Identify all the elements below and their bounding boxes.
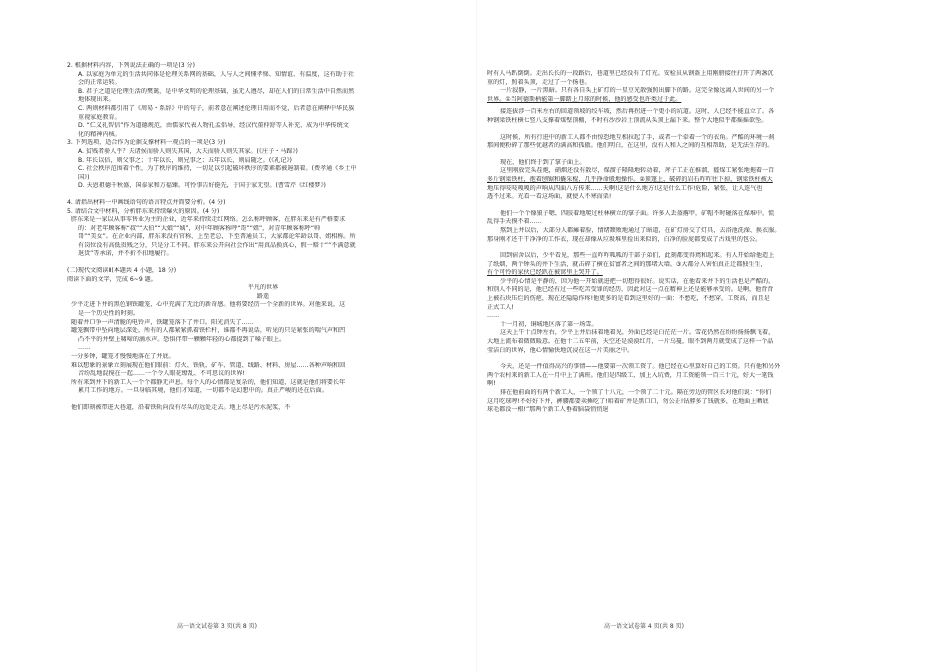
left-text-line xyxy=(58,396,468,404)
right-text-line xyxy=(487,244,897,252)
right-text-line: 那间便粉碎了那些优越者的满高和孤傲。他们明白，在这里，没有人和人之间的互相帮助，是无法生存的。 xyxy=(487,142,774,150)
left-text-line: 2. 根据材料内容，下列说法正确的一项是(3 分) xyxy=(67,62,196,69)
right-text-line: 这天上午十点钟左右，少平上井后抹着地着见，外面已经是白茫茫一片。雪花仍然在纷纷扬扬飘飞着， xyxy=(500,329,775,337)
left-text-line: A. 贫贱者骄人乎？夫诸侯而骄人则失其国，大夫而骄人则失其家。(《庄子・马蹄》) xyxy=(78,147,298,155)
right-text-line: 种钢梁铁柱横七竖八支撑着煤壁顶棚，不时有沙沙岩土顶流从头顶上漏下来。整个大地似乎都摇摇欲坠。 xyxy=(487,116,768,124)
left-text-line: A. 以家庭为单元的生活共同体是伦理关系网的基础，人与人之间懂孝悌、知情谊、有温度，这有助于社 xyxy=(78,70,355,78)
left-text-line xyxy=(58,191,468,199)
right-text-line: 今天，还是一件值得高兴的事情——他要第一次领工资了。他已经在心里算好自己的工资。只有他和另外 xyxy=(500,363,781,371)
right-text-line: 多斤钢梁铁柱，抱着刨锯和撬采棍，几乎挣命般地操作。②顶篷上，破碎的岩石咋咋往下掉，钢梁铁柱被大 xyxy=(487,175,773,183)
right-text-line: 回到宿舍以后，少平看见，那些一直咋咋呱呱的干部子弟们，此刻都变得蔫和起来。有人开始给他造上 xyxy=(500,252,775,260)
left-text-line: 会的正常运转。 xyxy=(78,79,121,87)
right-text-line: 有个可怜的家伙已经趴在被窝里上哭开了。 xyxy=(487,269,603,277)
left-text-line xyxy=(58,259,468,267)
left-text-line: 化的精神内核。 xyxy=(78,130,121,138)
page-fold xyxy=(476,0,477,672)
left-text-line: 累月工作的地方。一旦身临其境，他们才知道，一切都不是幻想中的。真正严峻的还在后面。 xyxy=(78,387,328,395)
left-text-line: 的：对老年顾客称“叔”“大伯”“大娘”“姨”，对中年顾客称呼“哥”“姐”，对青年顾客称呼“帅 xyxy=(78,224,321,232)
left-text-line: C. 两则材料都引用了《周易・系辞》中的句子，前者意在阐述伦理日用而不觉，后者意在阐释中华民族 xyxy=(78,104,355,112)
left-text-line: 退货”等承诺，并不折不扣地履行。 xyxy=(78,250,173,258)
right-text-line: 了纸烟，两个钟头的井下生活，就击碎了横在贫富者之间的那堵大墙。③大都分人害怕真正迁都独生生， xyxy=(487,260,767,268)
left-text-line: 是一个历史性的时刻。 xyxy=(78,310,139,318)
right-text-line: 球毛都没一根!”那两个新工人垂着脑袋悄悄退 xyxy=(487,406,609,414)
right-text-line xyxy=(487,355,897,363)
left-text-line: C. 社会秩序范围着个性，为了秩序的维持，一切足以引起破坏秩序的要素都被遏制着。(费孝通《乡土中 xyxy=(78,165,357,173)
left-text-line: 平凡的世界 xyxy=(247,284,279,292)
left-text-line: 凸不平的井壁上啸啼的滴水声。恐惧伴带一颗颗年轻的心都提到了嗓子眼上。 xyxy=(78,335,286,343)
right-text-line: 上被石块压烂的伤疤，现在还隐隐作疼!他更多的是看到这里好的一面：不愁吃，不愁穿，工资高，而且是 xyxy=(487,295,770,303)
right-text-line: 时有人马趴倒倒。走出长长的一段路后，巷道里已经没有了灯光。安检员从钢盔上用刚膀接住打开了两盏沉 xyxy=(487,70,774,77)
right-text-line: 地压得吱吱嘎嘎的声响从四面八方传来……天啊!这是什么地方!这是什么工作!危险，紧张，让人连气也 xyxy=(487,184,763,192)
right-text-line: 正式工人! xyxy=(487,303,514,311)
left-text-line: 胖东来是一家以从事零售业为主的企业，近年来持续走红网络。怎么称呼顾客，在胖东来是有严格要求 xyxy=(71,216,346,224)
left-text-line: 4. 请指出材料一中画线语句的语言特点并简要分析。(4 分) xyxy=(67,198,226,206)
right-text-line: 那身刚才还干干净净的工作衣，现在却像从垃圾堆里捡出来似的，白净的脸庞都变成了古戏里的包公。 xyxy=(487,235,762,243)
right-text-line: 排在他前面的有两个新工人，一个领了十八元，一个领了二十元。隔在旁边的管区长对他们说：“你们 xyxy=(500,389,772,396)
left-text-line: 地体现出来。 xyxy=(78,96,115,104)
right-text-line xyxy=(487,126,897,134)
right-page-column xyxy=(487,70,897,415)
right-text-line xyxy=(487,151,897,159)
left-text-line: 5. 请结合文中材料，分析胖东来持续爆火的原因。(4 分) xyxy=(67,207,220,215)
right-text-line: 和别人不同的是，他已经有过一些吃苦受罪的经历，因此对这一点在精神上还是能够承受的。是啊，他背背 xyxy=(487,286,774,294)
left-page-column xyxy=(58,62,468,413)
right-text-line: 熬到上井以后，大部分人都瘫着脸，情绪颓败地通过了暗道，在矿灯房交了灯具，去浴池洗澡、换衣服。 xyxy=(500,226,781,234)
left-text-line: B. 君子之道是伦理生活的樊篱，是中华文明的伦理基础，虽无人遵尽，却在人们的日常生活中自然而然 xyxy=(78,87,355,95)
right-text-line: 大地上流布着微微暖意。在他十二五年前，天空还是漠漠红月，一片乌蔓，眼不到两月就变成了这样一个晶 xyxy=(487,338,774,346)
left-text-line: 所有来到井下的新工人一个个都静无声息。每个人的心情都是复杂的，他们知道，这就是他们将要长年 xyxy=(71,378,346,386)
left-text-line: B. 年长以倍，则父事之；十年以长，则兄事之；五年以长，则肩随之。(《礼记》) xyxy=(78,156,292,164)
right-text-line: 乱得手天摸不着…… xyxy=(487,218,542,226)
right-text-line: 世界。①当阿德斯柄能第一脚踏上月球的时候，他的感受也许类过于此。 xyxy=(487,95,682,103)
right-text-line: 现在，他们终于到了掌子面上。 xyxy=(500,158,586,166)
left-text-line: …… xyxy=(78,344,91,352)
right-text-line: 两个农村来的新工人在一月中上了满班。他们是四级工，加上入坑费，月工资能领一百三十元，好大一笔钱 xyxy=(487,371,774,379)
left-text-line: 一分多钟，罐笼才慢慢地落在了井底。 xyxy=(71,353,175,360)
left-text-line: 罐笼飘带中坠向地层深处。所有的人都紧紧抓着铁栏杆，谁都不再说话，听见的只是紧张的喘气声和凹 xyxy=(71,327,346,335)
left-text-line: 音纷乱地混搅在一起……一个令人眼花缭乱、不可思议的世界! xyxy=(78,370,245,378)
left-text-line: (二)现代文阅读Ⅱ(本题共 4 小题，18 分) xyxy=(67,267,177,275)
right-text-line: …… xyxy=(487,312,500,320)
right-text-line: 莹洁白的世界，他心情愉快地沉浸在这一片美丽之中。 xyxy=(487,346,634,354)
right-text-line: 重的灯，照着头顶，走过了一个扬巷。 xyxy=(487,78,591,86)
right-page-footer: 高一语文试卷第 4 页(共 8 页) xyxy=(604,623,684,630)
right-text-line xyxy=(487,202,897,210)
right-text-line: 啊! xyxy=(487,380,496,388)
right-text-line: 十一月初，铜城地区落了第一场雪。 xyxy=(500,320,598,328)
right-text-line: 这里刚放完头茬炮，硝烟还没有散尽，煤溜子隆隆地转动着，斧子工正在推溜，攉煤工紧张地拖着一百 xyxy=(500,167,775,175)
left-text-line: 重视家庭教育。 xyxy=(78,113,121,121)
left-text-line: 哥”“美女”。在企业内部，胖东来没有官称，上至老总，下至普通员工，大家都论年龄以哥、姐相称。所 xyxy=(78,233,356,241)
left-text-line: 阅读下面的文字，完成 6~9 题。 xyxy=(67,275,157,283)
right-text-line: 他们一个个像狼子嗯，四肢着地爬过柱林横立的掌子面。许多人丢盔撂甲，矿帽不时碰落在煤堆中，慌 xyxy=(500,209,775,217)
left-text-line: D. “仁义礼智信”作为道德规范，由儒家代表人物孔孟倡导，经汉代董仲舒等人补充，成为中华传统文 xyxy=(78,122,349,130)
left-text-line: 国》) xyxy=(78,173,90,181)
right-text-line: 这时候，所有行进中的新工人都不由惊恐地互相拉起了手，或者一个牵着一个的衣角。严酷的环境一刹 xyxy=(500,133,775,141)
left-text-line: 有岗位没有高低贵贱之分，只是分工不同。胖东来公开向社会作出“用真品换真心，假一赔十”“不满意就 xyxy=(78,241,356,249)
left-text-line: 难以想象的景象立刻展现在他们眼前：灯火、铁轨、矿车、管道、线路、材料、房屋……各种声响和回 xyxy=(71,361,346,369)
right-text-line: 少平的心情是平静的，因为他一开始就进把一切想得很好。说实话，在他看来井下的生活也是严酷的。 xyxy=(500,277,775,285)
right-text-line: 接连拔涉一百米左右的回道领坡的绞车坡，然后再拐进一个更小的坑道。这时，人已经不能直立了。各 xyxy=(500,108,775,116)
left-text-line: 路遥 xyxy=(256,292,270,300)
left-page-footer: 高一语文试卷第 3 页(共 8 页) xyxy=(177,623,257,630)
right-text-line: 透不过来。光看一看这场面，就使人不寒而栗! xyxy=(487,193,612,201)
right-text-line: 一片寂静，一片黑暗。只有各自头上矿灯的一星豆光散强照出脚下的路。这完全像远离人世间的另一个 xyxy=(500,87,775,95)
left-text-line: 随着井口争一声清脆的电铃声，铁罐笼落下了井口。阳光消失了…… xyxy=(71,318,254,326)
left-text-line: 他们即刻被带进大巷道，沿着铁轨向没有尽头的远处走去。地上尽是污水泥浆，不 xyxy=(71,403,291,411)
left-text-line: D. 天恩祖德千秋盛，国泰家和万福臻。可怜事告好挺先，于国于家无望。(曹雪芹《红楼梦》) xyxy=(78,182,326,190)
left-text-line: 少平走进下井的黑色钢铁罐笼，心中充满了无比的新奇感。他将要经历一个全新的世界。对他来说，这 xyxy=(71,301,346,309)
left-text-line: 3. 下列选项，适合作为论据支撑材料一观点的一项是(3 分) xyxy=(67,139,226,147)
right-text-line: 这月吃球哼!不好好下井，裤腰都要卖捶吃了!咱着矿井是黑口口，勿公正!钻脖多了钱就多，在地面上晒底 xyxy=(487,397,769,405)
